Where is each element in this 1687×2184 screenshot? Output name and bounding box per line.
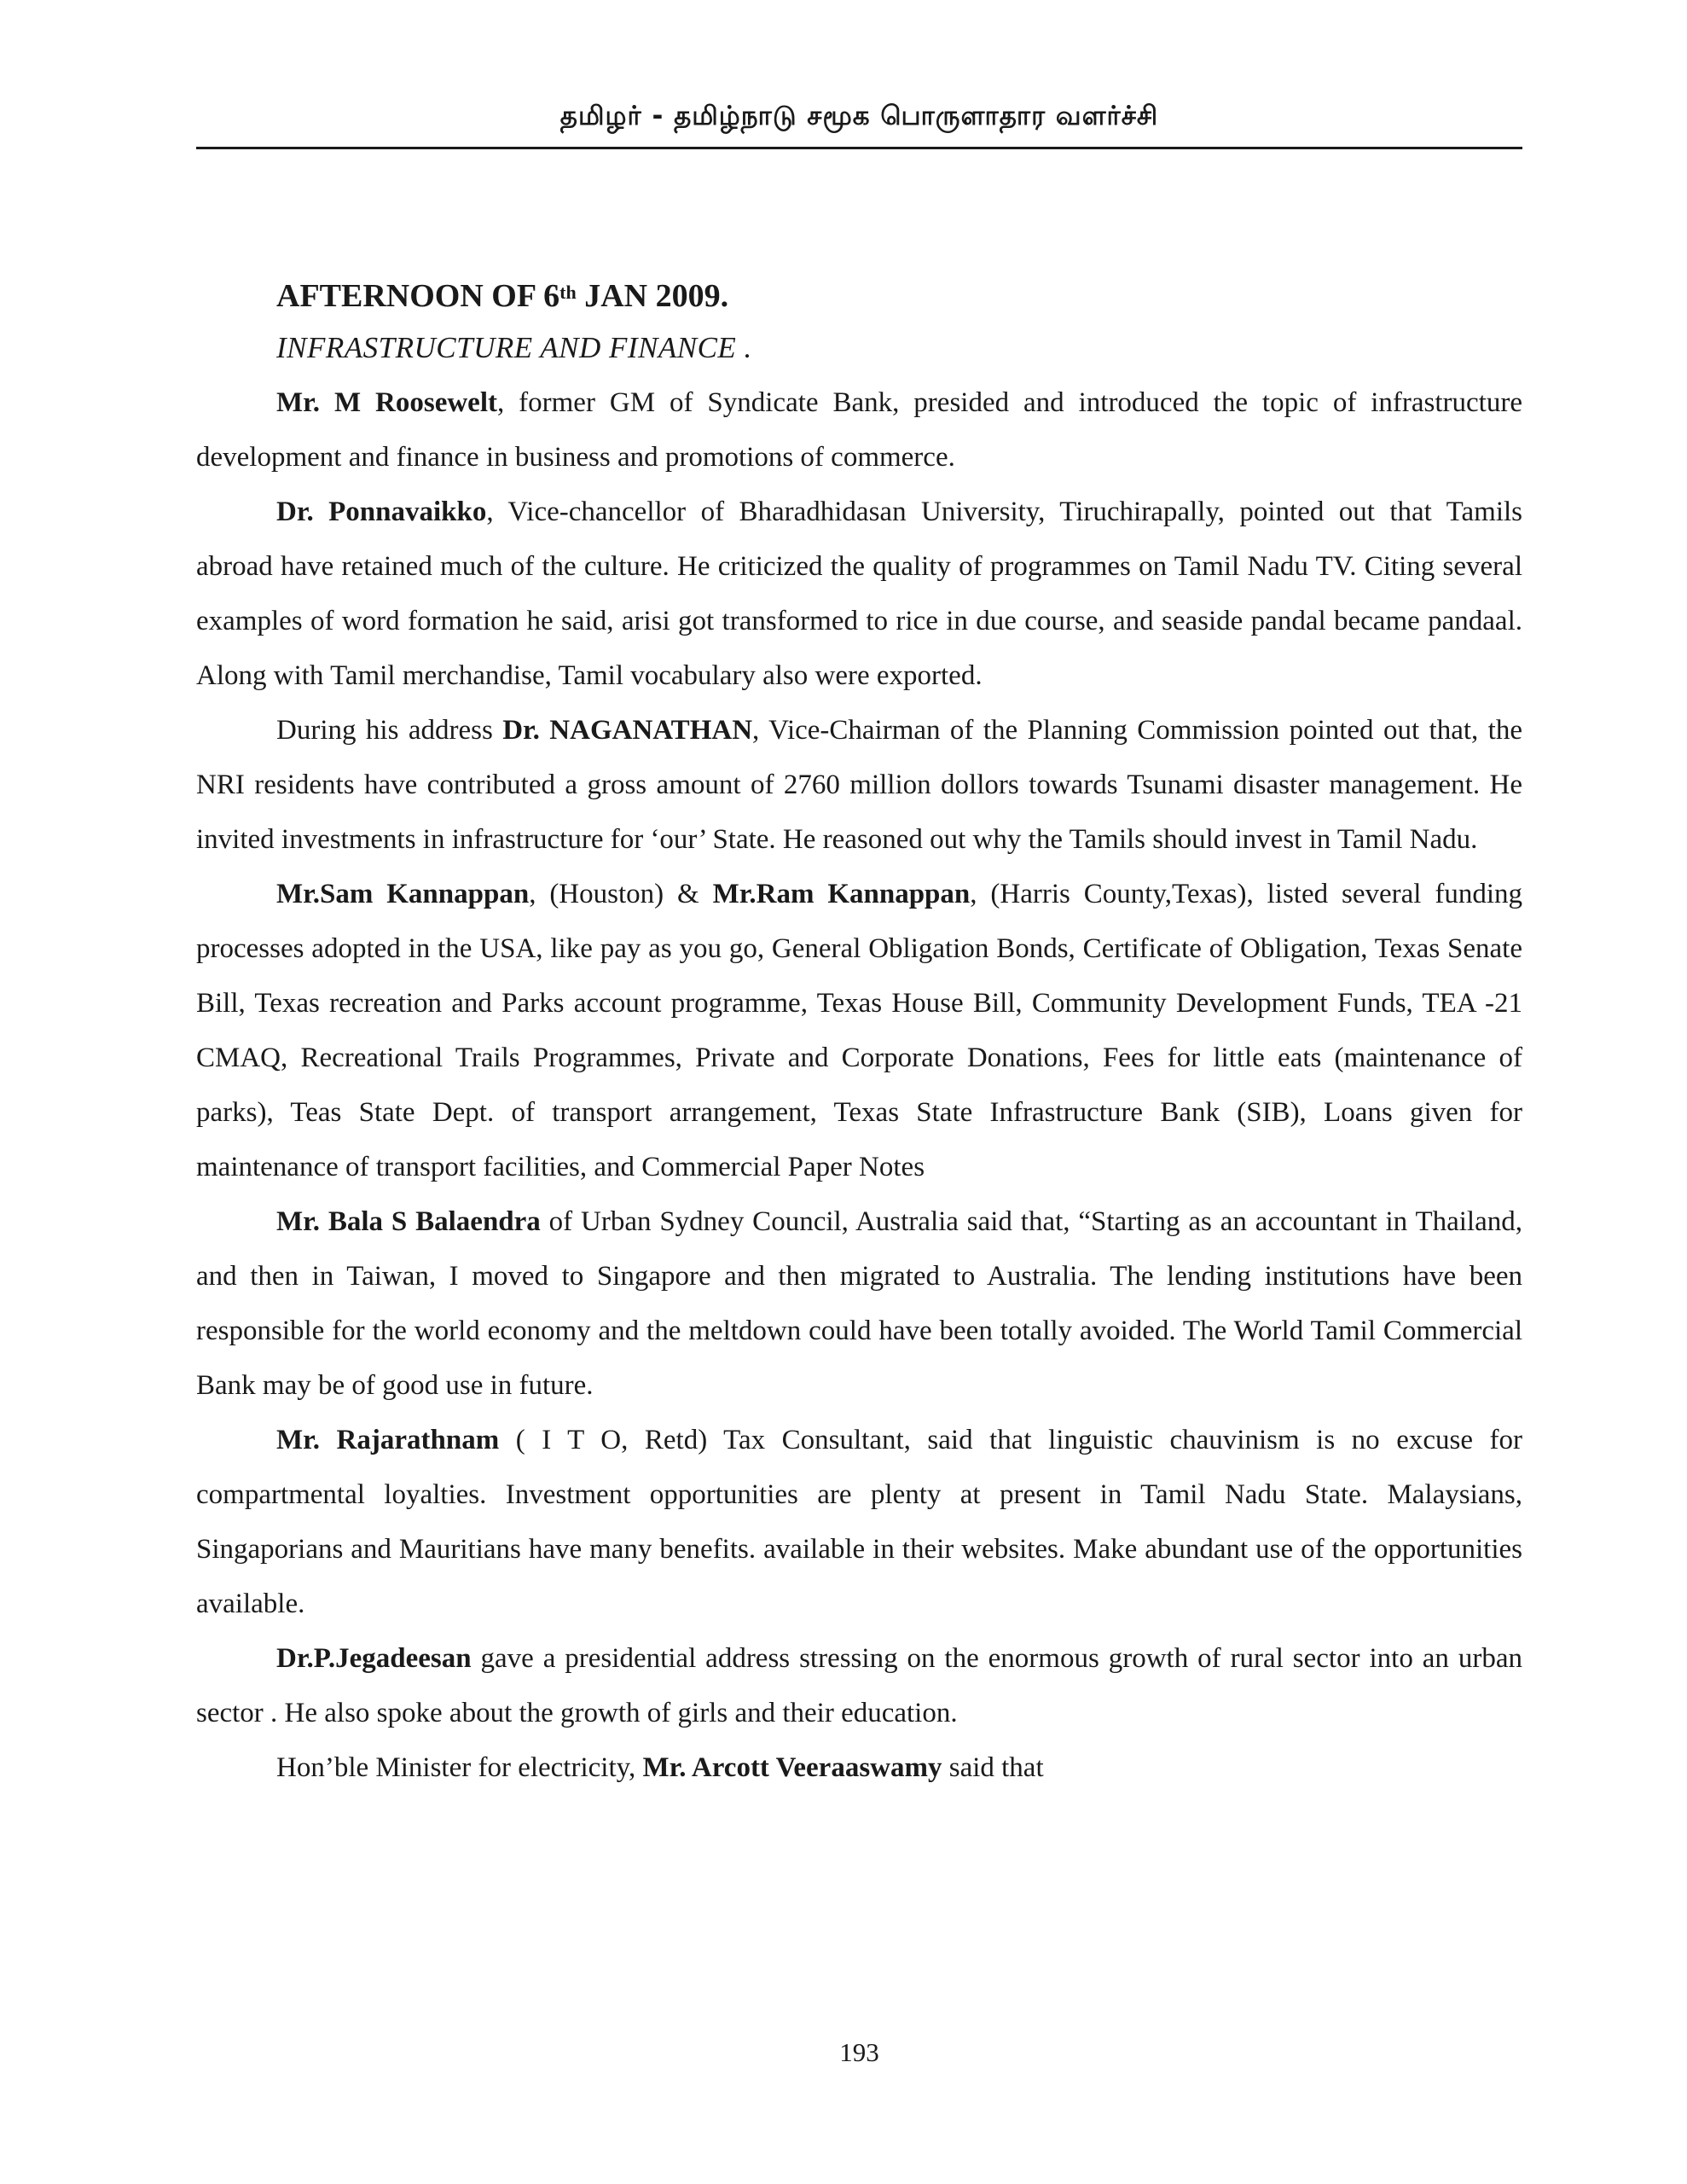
running-header: தமிழர் - தமிழ்நாடு சமூக பொருளாதார வளர்ச்சி — [559, 101, 1159, 131]
page-body — [196, 271, 1522, 1795]
paragraph-jegadeesan — [196, 1631, 1522, 1740]
paragraph-veeraaswamy — [196, 1740, 1522, 1795]
paragraph-ponnavaikko — [196, 485, 1522, 703]
heading-superscript: th — [559, 282, 577, 303]
paragraph-text: , (Houston) & — [529, 879, 713, 909]
paragraph-lead: Hon’ble Minister for electricity, — [276, 1752, 643, 1783]
heading-text: AFTERNOON OF 6 — [276, 278, 560, 314]
speaker-name: Dr. NAGANATHAN — [502, 715, 753, 746]
speaker-name: Mr. Bala S Balaendra — [276, 1206, 541, 1237]
paragraph-text: gave a presidential address stressing on the enormous growth of rural sector into an urban sector . He also spoke about the growth of girls and their education. — [196, 1643, 1522, 1728]
paragraph-rajarathnam — [196, 1413, 1522, 1631]
paragraph-text: , Vice-chancellor of Bharadhidasan University, Tiruchirapally, pointed out that Tamils abroad have retained much of the culture. He criticized the quality of programmes on Tamil Nadu TV. Citing several examples of word formation he said, arisi got transformed to rice in due course, and seaside pandal became pandaal. Along with Tamil merchandise, Tamil vocabulary also were exported. — [196, 497, 1522, 691]
speaker-name: Mr. Rajarathnam — [276, 1425, 500, 1455]
page-number: 193 — [839, 2037, 879, 2067]
speaker-name: Mr. Arcott Veeraaswamy — [642, 1752, 942, 1783]
heading-tail: JAN 2009. — [576, 278, 729, 314]
section-subheading: INFRASTRUCTURE AND FINANCE . — [276, 331, 752, 364]
paragraph-text: , former GM of Syndicate Bank, presided and introduced the topic of infrastructure development and finance in business and promotions of commerce. — [196, 387, 1522, 473]
paragraph-text: ( I T O, Retd) Tax Consultant, said that linguistic chauvinism is no excuse for compartmental loyalties. Investment opportunities are plenty at present in Tamil Nadu State. Malaysians, Singaporians and Mauritians have many benefits. available in their websites. Make abundant use of the opportunities available. — [196, 1425, 1523, 1619]
paragraph-roosewelt — [196, 375, 1522, 485]
paragraph-naganathan — [196, 703, 1522, 867]
speaker-name: Mr. M Roosewelt — [276, 387, 497, 418]
header-rule — [196, 147, 1522, 149]
paragraph-text: , Vice-Chairman of the Planning Commission pointed out that, the NRI residents have contributed a gross amount of 2760 million dollors towards Tsunami disaster management. He invited investments in infrastructure for ‘our’ State. He reasoned out why the Tamils should invest in Tamil Nadu. — [196, 715, 1522, 855]
paragraph-text-second: , (Harris County,Texas), listed several funding processes adopted in the USA, like pay as you go, General Obligation Bonds, Certificate of Obligation, Texas Senate Bill, Texas recreation and Parks account programme, Texas House Bill, Community Development Funds, TEA -21 CMAQ, Recreational Trails Programmes, Private and Corporate Donations, Fees for little eats (maintenance of parks), Teas State Dept. of transport arrangement, Texas State Infrastructure Bank (SIB), Loans given for maintenance of transport facilities, and Commercial Paper Notes — [196, 879, 1522, 1182]
paragraph-kannappan — [196, 867, 1522, 1194]
speaker-name: Dr.P.Jegadeesan — [276, 1643, 472, 1674]
speaker-name-second: Mr.Ram Kannappan — [712, 879, 971, 909]
paragraph-text: said that — [942, 1752, 1044, 1783]
paragraph-lead: During his address — [276, 715, 503, 746]
speaker-name: Mr.Sam Kannappan — [276, 879, 530, 909]
paragraph-balaendra — [196, 1194, 1522, 1413]
paragraph-text: of Urban Sydney Council, Australia said that, “Starting as an accountant in Thailand, and then in Taiwan, I moved to Singapore and then migrated to Australia. The lending institutions have been responsible for the world economy and the meltdown could have been totally avoided. The World Tamil Commercial Bank may be of good use in future. — [196, 1206, 1522, 1401]
speaker-name: Dr. Ponnavaikko — [276, 497, 487, 527]
section-heading — [196, 271, 1522, 321]
